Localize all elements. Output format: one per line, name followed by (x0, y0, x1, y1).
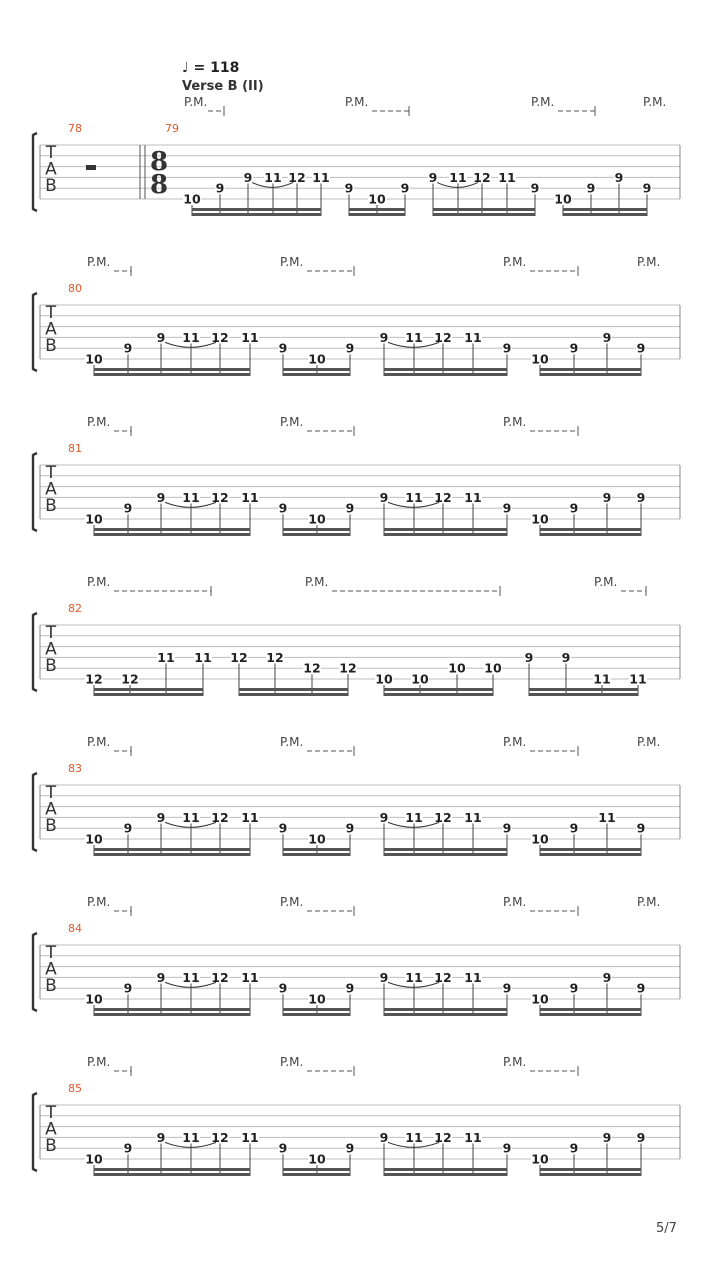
fret-number: 11 (405, 809, 423, 825)
beam-secondary (239, 688, 348, 691)
tab-clef-letter: B (45, 976, 57, 996)
fret-number: 9 (530, 180, 540, 196)
beam-primary (283, 1013, 350, 1016)
beam-primary (349, 213, 405, 216)
measure-number: 82 (68, 602, 82, 615)
fret-number: 9 (428, 169, 438, 185)
time-signature-denominator: 8 (149, 170, 169, 200)
fret-number: 9 (636, 489, 646, 505)
beam-secondary (94, 688, 203, 691)
fret-number: 9 (379, 969, 389, 985)
fret-number: 10 (484, 660, 502, 676)
tab-clef-letter: B (45, 336, 57, 356)
beam-secondary (283, 1168, 350, 1171)
fret-number: 9 (345, 340, 355, 356)
palm-mute-label: P.M. (87, 1055, 111, 1069)
fret-number: 9 (156, 329, 166, 345)
fret-number: 9 (379, 329, 389, 345)
beam-primary (283, 853, 350, 856)
fret-number: 10 (85, 511, 103, 527)
beam-primary (239, 693, 348, 696)
beam-primary (384, 1173, 507, 1176)
tab-clef-letter: A (45, 799, 57, 820)
fret-number: 9 (123, 500, 133, 516)
fret-number: 9 (278, 820, 288, 836)
fret-number: 10 (308, 831, 326, 847)
staff-bracket (33, 613, 37, 691)
beam-secondary (384, 848, 507, 851)
beam-primary (540, 533, 641, 536)
fret-number: 9 (345, 820, 355, 836)
fret-number: 9 (569, 1140, 579, 1156)
palm-mute-label: P.M. (503, 735, 527, 749)
tab-clef-letter: B (45, 816, 57, 836)
fret-number: 9 (345, 500, 355, 516)
fret-number: 9 (278, 500, 288, 516)
beam-primary (94, 853, 250, 856)
beam-primary (384, 373, 507, 376)
fret-number: 10 (85, 831, 103, 847)
fret-number: 11 (157, 649, 175, 665)
fret-number: 9 (602, 329, 612, 345)
fret-number: 9 (636, 1129, 646, 1145)
beam-primary (529, 693, 638, 696)
beam-secondary (94, 848, 250, 851)
fret-number: 9 (243, 169, 253, 185)
fret-number: 12 (121, 671, 139, 687)
beam-secondary (384, 1008, 507, 1011)
fret-number: 12 (85, 671, 103, 687)
beam-primary (563, 213, 647, 216)
beam-secondary (384, 368, 507, 371)
fret-number: 9 (278, 340, 288, 356)
fret-number: 9 (379, 1129, 389, 1145)
tab-clef-letter: T (45, 463, 57, 483)
palm-mute-label: P.M. (637, 735, 661, 749)
beam-secondary (433, 208, 535, 211)
fret-number: 9 (502, 980, 512, 996)
beam-secondary (192, 208, 321, 211)
fret-number: 10 (375, 671, 393, 687)
palm-mute-label: P.M. (280, 1055, 304, 1069)
fret-number: 11 (182, 969, 200, 985)
beam-secondary (540, 848, 641, 851)
palm-mute-label: P.M. (87, 735, 111, 749)
fret-number: 9 (569, 340, 579, 356)
fret-number: 11 (194, 649, 212, 665)
staff-bracket (33, 1093, 37, 1171)
fret-number: 11 (182, 489, 200, 505)
fret-number: 12 (303, 660, 321, 676)
fret-number: 12 (339, 660, 357, 676)
palm-mute-label: P.M. (280, 415, 304, 429)
fret-number: 9 (379, 489, 389, 505)
beam-secondary (540, 368, 641, 371)
palm-mute-label: P.M. (503, 255, 527, 269)
beam-primary (94, 533, 250, 536)
fret-number: 9 (345, 980, 355, 996)
tab-clef-letter: B (45, 176, 57, 196)
fret-number: 11 (182, 329, 200, 345)
beam-primary (540, 853, 641, 856)
measure-number: 83 (68, 762, 82, 775)
fret-number: 10 (531, 991, 549, 1007)
fret-number: 9 (561, 649, 571, 665)
fret-number: 12 (211, 489, 229, 505)
fret-number: 9 (642, 180, 652, 196)
beam-primary (540, 1173, 641, 1176)
beam-secondary (384, 688, 493, 691)
palm-mute-label: P.M. (184, 95, 208, 109)
tab-clef-letter: A (45, 639, 57, 660)
measure-number: 84 (68, 922, 82, 935)
beam-primary (540, 1013, 641, 1016)
fret-number: 9 (156, 489, 166, 505)
fret-number: 11 (464, 1129, 482, 1145)
fret-number: 11 (241, 1129, 259, 1145)
fret-number: 12 (434, 809, 452, 825)
fret-number: 11 (182, 809, 200, 825)
beam-secondary (283, 1008, 350, 1011)
fret-number: 10 (308, 511, 326, 527)
beam-secondary (540, 528, 641, 531)
fret-number: 10 (531, 351, 549, 367)
measure-number: 79 (165, 122, 179, 135)
fret-number: 9 (636, 980, 646, 996)
fret-number: 9 (123, 980, 133, 996)
beam-primary (433, 213, 535, 216)
beam-primary (384, 693, 493, 696)
measure-number: 81 (68, 442, 82, 455)
tab-clef-letter: T (45, 303, 57, 323)
fret-number: 12 (266, 649, 284, 665)
fret-number: 10 (368, 191, 386, 207)
fret-number: 9 (602, 1129, 612, 1145)
fret-number: 10 (531, 511, 549, 527)
palm-mute-label: P.M. (503, 1055, 527, 1069)
beam-primary (283, 1173, 350, 1176)
fret-number: 10 (183, 191, 201, 207)
beam-primary (384, 533, 507, 536)
fret-number: 12 (434, 489, 452, 505)
fret-number: 11 (405, 329, 423, 345)
palm-mute-label: P.M. (594, 575, 618, 589)
palm-mute-label: P.M. (87, 255, 111, 269)
fret-number: 9 (502, 340, 512, 356)
tab-clef-letter: T (45, 143, 57, 163)
beam-primary (283, 533, 350, 536)
fret-number: 9 (524, 649, 534, 665)
fret-number: 12 (288, 169, 306, 185)
fret-number: 11 (464, 809, 482, 825)
palm-mute-label: P.M. (280, 735, 304, 749)
fret-number: 11 (241, 329, 259, 345)
time-signature-numerator: 8 (149, 147, 169, 177)
fret-number: 10 (411, 671, 429, 687)
fret-number: 11 (405, 1129, 423, 1145)
staff-bracket (33, 933, 37, 1011)
fret-number: 11 (598, 809, 616, 825)
tab-clef-letter: A (45, 479, 57, 500)
fret-number: 9 (123, 340, 133, 356)
fret-number: 9 (569, 820, 579, 836)
quarter-note-icon: ♩ (182, 60, 189, 76)
fret-number: 11 (464, 969, 482, 985)
palm-mute-label: P.M. (87, 575, 111, 589)
fret-number: 9 (344, 180, 354, 196)
fret-number: 9 (123, 820, 133, 836)
fret-number: 11 (241, 489, 259, 505)
tab-clef-letter: T (45, 943, 57, 963)
fret-number: 12 (211, 329, 229, 345)
fret-number: 9 (636, 340, 646, 356)
fret-number: 11 (593, 671, 611, 687)
palm-mute-label: P.M. (87, 415, 111, 429)
fret-number: 11 (464, 329, 482, 345)
beam-secondary (283, 528, 350, 531)
fret-number: 10 (308, 1151, 326, 1167)
fret-number: 9 (156, 809, 166, 825)
fret-number: 11 (241, 809, 259, 825)
fret-number: 10 (554, 191, 572, 207)
fret-number: 10 (85, 991, 103, 1007)
beam-primary (94, 373, 250, 376)
fret-number: 11 (312, 169, 330, 185)
measure-number: 85 (68, 1082, 82, 1095)
beam-secondary (384, 1168, 507, 1171)
beam-primary (384, 1013, 507, 1016)
tab-clef-letter: T (45, 623, 57, 643)
fret-number: 12 (434, 969, 452, 985)
fret-number: 9 (156, 1129, 166, 1145)
fret-number: 9 (569, 980, 579, 996)
fret-number: 9 (569, 500, 579, 516)
fret-number: 12 (211, 1129, 229, 1145)
rest-symbol (86, 165, 96, 170)
beam-primary (283, 373, 350, 376)
tab-clef-letter: A (45, 1119, 57, 1140)
fret-number: 12 (473, 169, 491, 185)
fret-number: 9 (400, 180, 410, 196)
fret-number: 9 (123, 1140, 133, 1156)
beam-secondary (94, 1168, 250, 1171)
beam-primary (94, 1013, 250, 1016)
palm-mute-label: P.M. (280, 895, 304, 909)
fret-number: 10 (308, 991, 326, 1007)
palm-mute-label: P.M. (345, 95, 369, 109)
tab-clef-letter: B (45, 656, 57, 676)
fret-number: 11 (405, 489, 423, 505)
fret-number: 12 (211, 969, 229, 985)
fret-number: 11 (464, 489, 482, 505)
fret-number: 12 (230, 649, 248, 665)
fret-number: 9 (278, 980, 288, 996)
fret-number: 9 (345, 1140, 355, 1156)
fret-number: 11 (182, 1129, 200, 1145)
fret-number: 10 (85, 351, 103, 367)
fret-number: 11 (405, 969, 423, 985)
fret-number: 10 (85, 1151, 103, 1167)
palm-mute-label: P.M. (503, 415, 527, 429)
beam-secondary (529, 688, 638, 691)
staff-bracket (33, 773, 37, 851)
palm-mute-label: P.M. (531, 95, 555, 109)
beam-secondary (540, 1168, 641, 1171)
beam-primary (540, 373, 641, 376)
palm-mute-label: P.M. (305, 575, 329, 589)
fret-number: 9 (602, 489, 612, 505)
palm-mute-label: P.M. (637, 255, 661, 269)
beam-primary (94, 693, 203, 696)
fret-number: 10 (308, 351, 326, 367)
fret-number: 11 (629, 671, 647, 687)
fret-number: 9 (602, 969, 612, 985)
beam-secondary (94, 1008, 250, 1011)
beam-secondary (283, 848, 350, 851)
tab-clef-letter: T (45, 783, 57, 803)
beam-secondary (540, 1008, 641, 1011)
fret-number: 10 (531, 1151, 549, 1167)
fret-number: 9 (278, 1140, 288, 1156)
tab-clef-letter: T (45, 1103, 57, 1123)
fret-number: 10 (448, 660, 466, 676)
fret-number: 9 (614, 169, 624, 185)
page-number: 5/7 (656, 1221, 677, 1236)
fret-number: 12 (211, 809, 229, 825)
section-title: Verse B (II) (182, 79, 264, 94)
staff-bracket (33, 133, 37, 211)
fret-number: 9 (379, 809, 389, 825)
fret-number: 9 (156, 969, 166, 985)
beam-secondary (563, 208, 647, 211)
beam-primary (192, 213, 321, 216)
beam-secondary (94, 368, 250, 371)
fret-number: 11 (449, 169, 467, 185)
fret-number: 12 (434, 329, 452, 345)
fret-number: 11 (241, 969, 259, 985)
measure-number: 80 (68, 282, 82, 295)
fret-number: 11 (498, 169, 516, 185)
fret-number: 9 (215, 180, 225, 196)
tab-clef-letter: B (45, 1136, 57, 1156)
fret-number: 12 (434, 1129, 452, 1145)
palm-mute-label: P.M. (643, 95, 667, 109)
beam-primary (94, 1173, 250, 1176)
staff-bracket (33, 453, 37, 531)
palm-mute-label: P.M. (637, 895, 661, 909)
beam-primary (384, 853, 507, 856)
fret-number: 9 (502, 500, 512, 516)
palm-mute-label: P.M. (280, 255, 304, 269)
measure-number: 78 (68, 122, 82, 135)
tempo-value: = 118 (193, 60, 240, 76)
fret-number: 10 (531, 831, 549, 847)
beam-secondary (349, 208, 405, 211)
fret-number: 9 (636, 820, 646, 836)
fret-number: 9 (502, 820, 512, 836)
beam-secondary (283, 368, 350, 371)
fret-number: 11 (264, 169, 282, 185)
tab-clef-letter: B (45, 496, 57, 516)
palm-mute-label: P.M. (87, 895, 111, 909)
fret-number: 9 (502, 1140, 512, 1156)
staff-bracket (33, 293, 37, 371)
tab-clef-letter: A (45, 959, 57, 980)
tab-clef-letter: A (45, 319, 57, 340)
beam-secondary (94, 528, 250, 531)
beam-secondary (384, 528, 507, 531)
tab-clef-letter: A (45, 159, 57, 180)
palm-mute-label: P.M. (503, 895, 527, 909)
fret-number: 9 (586, 180, 596, 196)
